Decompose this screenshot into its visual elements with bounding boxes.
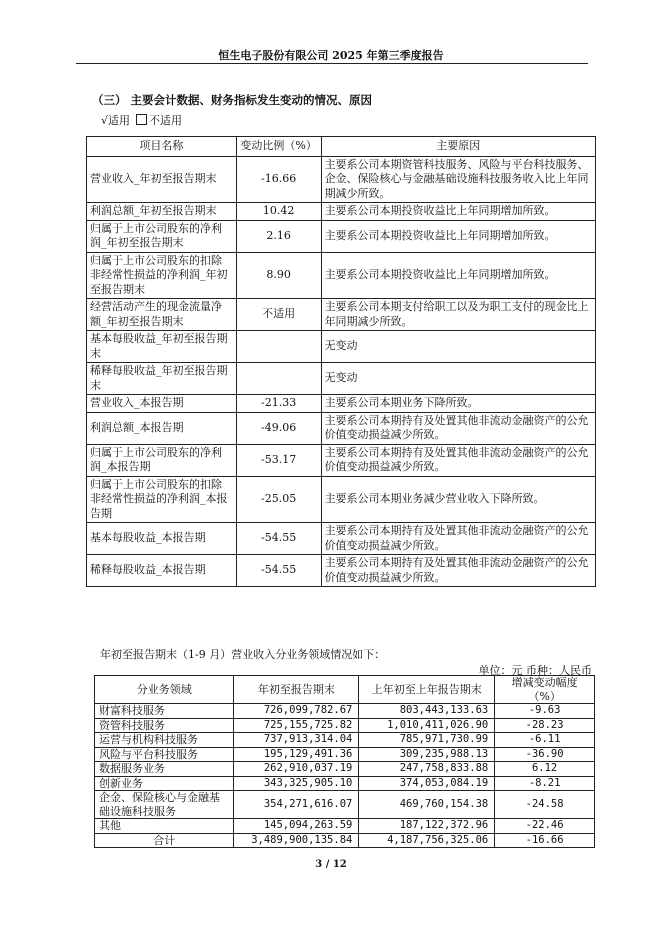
change-percent: -6.11 — [495, 733, 595, 748]
table-row — [95, 819, 595, 834]
segment-name: 运营与机构科技服务 — [95, 733, 234, 748]
table-row — [87, 555, 596, 587]
change-reason: 主要系公司本期持有及处置其他非流动金融资产的公允价值变动损益减少所致。 — [321, 412, 595, 444]
page-number: 3 / 12 — [315, 859, 347, 870]
table-header-row — [95, 676, 595, 704]
change-reason: 主要系公司本期业务减少营业收入下降所致。 — [321, 476, 595, 523]
item-name: 利润总额_年初至报告期末 — [87, 203, 237, 221]
item-name: 营业收入_年初至报告期末 — [87, 156, 237, 203]
total-current: 3,489,900,135.84 — [234, 833, 359, 848]
table-row — [95, 718, 595, 733]
total-label: 合计 — [95, 833, 234, 848]
change-ratio: -25.05 — [236, 476, 321, 523]
total-change: -16.66 — [495, 833, 595, 848]
current-revenue: 737,913,314.04 — [234, 733, 359, 748]
table-row — [87, 156, 596, 203]
total-prior: 4,187,756,325.06 — [359, 833, 495, 848]
segment-name: 企金、保险核心与金融基础设施科技服务 — [95, 791, 234, 819]
section-title: （三） 主要会计数据、财务指标发生变动的情况、原因 — [92, 93, 373, 107]
revenue-by-segment-table — [94, 675, 595, 848]
change-ratio: -16.66 — [236, 156, 321, 203]
table-row — [87, 523, 596, 555]
change-ratio: -49.06 — [236, 412, 321, 444]
header-reason: 主要原因 — [321, 137, 595, 157]
change-ratio: -54.55 — [236, 555, 321, 587]
item-name: 稀释每股收益_本报告期 — [87, 555, 237, 587]
header-ratio: 变动比例（%） — [236, 137, 321, 157]
header-segment: 分业务领域 — [95, 676, 234, 704]
item-name: 基本每股收益_本报告期 — [87, 523, 237, 555]
table-row — [87, 299, 596, 331]
table-row — [87, 220, 596, 252]
prior-revenue: 309,235,988.13 — [359, 747, 495, 762]
change-reason: 主要系公司本期投资收益比上年同期增加所致。 — [321, 252, 595, 299]
change-percent: -28.23 — [495, 718, 595, 733]
applicable-option: √适用 — [101, 114, 131, 127]
change-reasons-table — [86, 136, 596, 587]
table-row — [87, 395, 596, 413]
not-applicable-label: 不适用 — [149, 114, 183, 127]
prior-revenue: 803,443,133.63 — [359, 704, 495, 719]
table-row — [87, 252, 596, 299]
table-row — [95, 733, 595, 748]
change-ratio: -53.17 — [236, 444, 321, 476]
table-row — [87, 476, 596, 523]
change-ratio — [236, 363, 321, 395]
segment-name: 数据服务业务 — [95, 762, 234, 777]
header-current: 年初至报告期末 — [234, 676, 359, 704]
item-name: 归属于上市公司股东的扣除非经常性损益的净利润_本报告期 — [87, 476, 237, 523]
current-revenue: 725,155,725.82 — [234, 718, 359, 733]
item-name: 利润总额_本报告期 — [87, 412, 237, 444]
table-row — [95, 791, 595, 819]
segment-name: 其他 — [95, 819, 234, 834]
segment-name: 资管科技服务 — [95, 718, 234, 733]
item-name: 基本每股收益_年初至报告期末 — [87, 331, 237, 363]
change-reason: 主要系公司本期投资收益比上年同期增加所致。 — [321, 220, 595, 252]
unit-currency-note: 单位：元 币种：人民币 — [478, 664, 592, 677]
change-reason: 主要系公司本期持有及处置其他非流动金融资产的公允价值变动损益减少所致。 — [321, 523, 595, 555]
change-reason: 主要系公司本期投资收益比上年同期增加所致。 — [321, 203, 595, 221]
current-revenue: 343,325,905.10 — [234, 776, 359, 791]
change-percent: -36.90 — [495, 747, 595, 762]
change-percent: -8.21 — [495, 776, 595, 791]
header-change: 增减变动幅度（%） — [495, 676, 595, 704]
change-reason: 无变动 — [321, 331, 595, 363]
prior-revenue: 469,760,154.38 — [359, 791, 495, 819]
change-reason: 主要系公司本期资管科技服务、风险与平台科技服务、企金、保险核心与金融基础设施科技服务收入比上年同期减少所致。 — [321, 156, 595, 203]
table-row — [95, 776, 595, 791]
change-reason: 无变动 — [321, 363, 595, 395]
table-row — [87, 444, 596, 476]
change-reason: 主要系公司本期业务下降所致。 — [321, 395, 595, 413]
prior-revenue: 785,971,730.99 — [359, 733, 495, 748]
report-header-title: 恒生电子股份有限公司 2025 年第三季度报告 — [218, 49, 444, 62]
revenue-intro: 年初至报告期末（1-9 月）营业收入分业务领域情况如下： — [100, 648, 386, 661]
change-percent: -24.58 — [495, 791, 595, 819]
item-name: 营业收入_本报告期 — [87, 395, 237, 413]
item-name: 稀释每股收益_年初至报告期末 — [87, 363, 237, 395]
change-reason: 主要系公司本期支付给职工以及为职工支付的现金比上年同期减少所致。 — [321, 299, 595, 331]
change-ratio: 2.16 — [236, 220, 321, 252]
prior-revenue: 374,053,084.19 — [359, 776, 495, 791]
change-reason: 主要系公司本期持有及处置其他非流动金融资产的公允价值变动损益减少所致。 — [321, 555, 595, 587]
prior-revenue: 1,010,411,026.90 — [359, 718, 495, 733]
prior-revenue: 187,122,372.96 — [359, 819, 495, 834]
change-ratio: -21.33 — [236, 395, 321, 413]
item-name: 归属于上市公司股东的净利润_年初至报告期末 — [87, 220, 237, 252]
applicability-options — [101, 112, 182, 128]
table-row — [87, 203, 596, 221]
change-ratio: 10.42 — [236, 203, 321, 221]
current-revenue: 145,094,263.59 — [234, 819, 359, 834]
change-percent: 6.12 — [495, 762, 595, 777]
change-percent: -9.63 — [495, 704, 595, 719]
change-percent: -22.46 — [495, 819, 595, 834]
current-revenue: 262,910,037.19 — [234, 762, 359, 777]
change-ratio: 8.90 — [236, 252, 321, 299]
current-revenue: 354,271,616.07 — [234, 791, 359, 819]
item-name: 经营活动产生的现金流量净额_年初至报告期末 — [87, 299, 237, 331]
header-prior: 上年初至上年报告期末 — [359, 676, 495, 704]
change-ratio: 不适用 — [236, 299, 321, 331]
table-row — [95, 704, 595, 719]
table-row — [87, 363, 596, 395]
not-applicable-checkbox — [136, 114, 147, 125]
item-name: 归属于上市公司股东的扣除非经常性损益的净利润_年初至报告期末 — [87, 252, 237, 299]
item-name: 归属于上市公司股东的净利润_本报告期 — [87, 444, 237, 476]
table-row — [95, 747, 595, 762]
current-revenue: 195,129,491.36 — [234, 747, 359, 762]
change-reason: 主要系公司本期持有及处置其他非流动金融资产的公允价值变动损益减少所致。 — [321, 444, 595, 476]
table-header-row — [87, 137, 596, 157]
table-row — [87, 412, 596, 444]
header-item: 项目名称 — [87, 137, 237, 157]
change-ratio: -54.55 — [236, 523, 321, 555]
header-divider — [76, 63, 588, 64]
segment-name: 风险与平台科技服务 — [95, 747, 234, 762]
current-revenue: 726,099,782.67 — [234, 704, 359, 719]
table-row — [87, 331, 596, 363]
segment-name: 创新业务 — [95, 776, 234, 791]
prior-revenue: 247,758,833.88 — [359, 762, 495, 777]
change-ratio — [236, 331, 321, 363]
total-row — [95, 833, 595, 848]
table-row — [95, 762, 595, 777]
segment-name: 财富科技服务 — [95, 704, 234, 719]
